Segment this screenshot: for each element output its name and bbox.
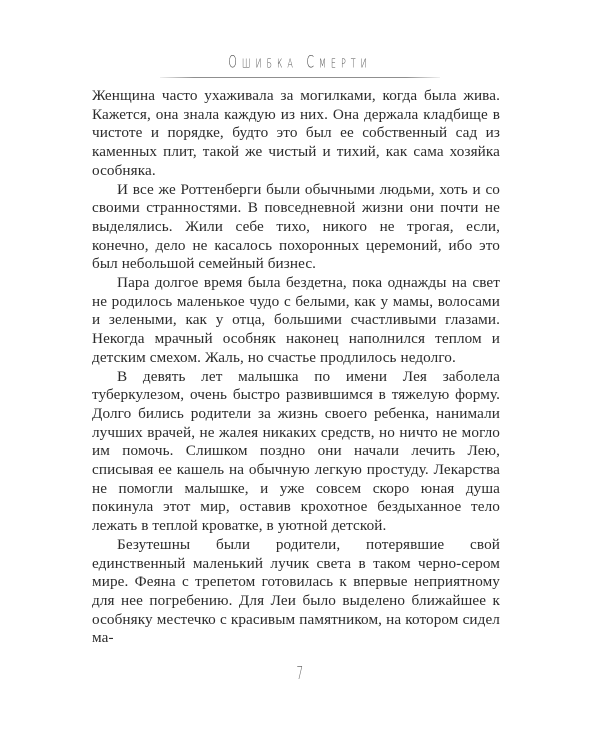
paragraph: И все же Роттенберги были обычными людьми, хоть и со своими странностями. В повседневной жизни они почти не выделялись. Жили себе тихо, никого не трогая, если, конечно, дело не касалось похоронных церемоний, ибо это был небольшой семейный бизнес. [92,180,500,273]
paragraph: Пара долгое время была бездетна, пока однажды на свет не родилось маленькое чудо с белыми, как у мамы, волосами и зелеными, как у отца, большими счастливыми глазами. Некогда мрачный особняк наконец наполнился теплом и детским смехом. Жаль, но счастье продлилось недолго. [92,274,500,366]
page-number [0,664,600,682]
paragraph: Безутешны были родители, потерявшие свой единственный маленький лучик света в таком черно-сером мире. Феяна с трепетом готовилась к впервые неприятному для нее погребению. Для Леи было выделено ближайшее к особняку местечко с красивым памятником, на котором сидел ма- [92,535,500,647]
body-text-block [92,87,500,648]
paragraph: В девять лет малышка по имени Лея заболела туберкулезом, очень быстро развившимся в тяжелую форму. Долго бились родители за жизнь своего ребенка, нанимали лучших врачей, не жалея никаких средств, но ничто не могло им помочь. Слишком поздно они начали лечить Лею, списывая ее кашель на обычную легкую простуду. Лекарства не помогли малышке, и уже совсем скоро юная душа покинула этот мир, оставив крохотное бездыханное тело лежать в теплой кроватке, в уютной детской. [92,367,500,535]
running-title: Ошибка Смерти [228,52,372,72]
paragraph: Женщина часто ухаживала за могилками, когда была жива. Кажется, она знала каждую из них. Она держала кладбище в чистоте и порядке, будто это был ее собственный сад из каменных плит, такой же чистый и тихий, как сама хозяйка особняка. [92,87,500,179]
running-header [0,52,600,74]
page-number-value: 7 [296,662,304,684]
header-rule-divider [160,77,440,78]
